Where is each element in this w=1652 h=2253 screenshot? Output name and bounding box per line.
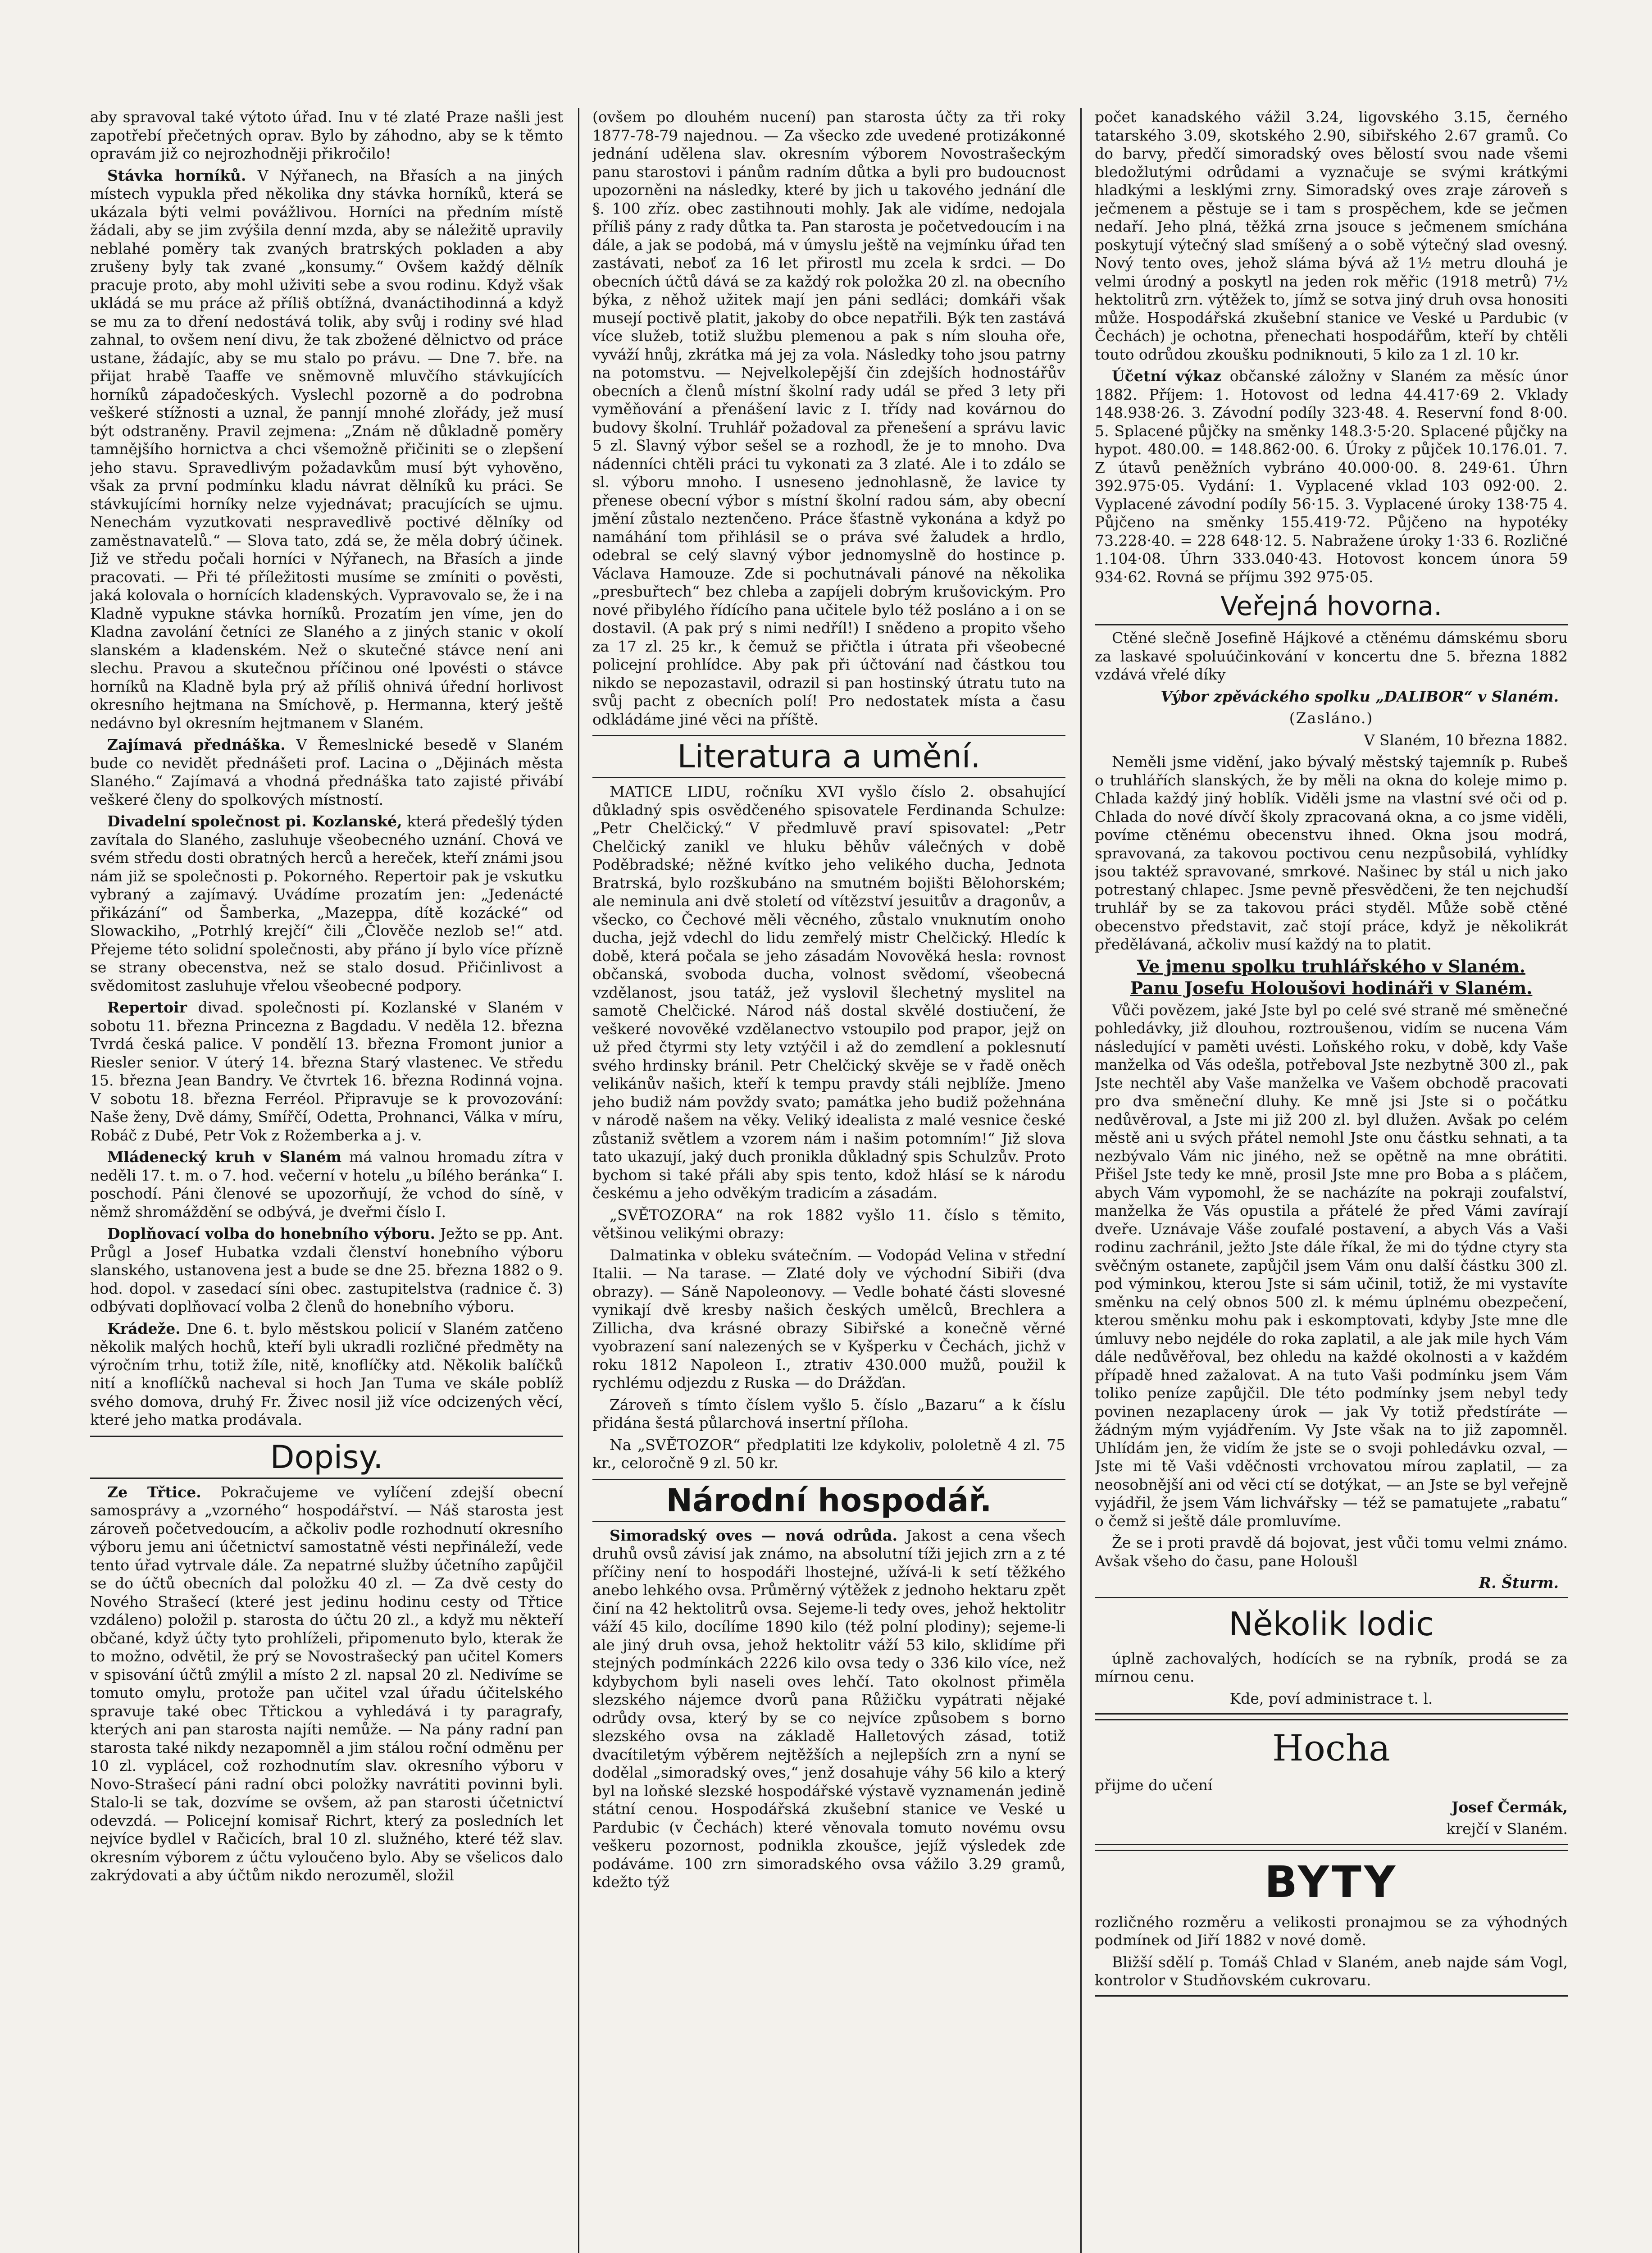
column-rule bbox=[578, 108, 579, 2253]
article-repertoir bbox=[90, 999, 563, 1145]
zaslano-label: (Zasláno.) bbox=[1289, 709, 1374, 727]
ad-title: Několik lodic bbox=[1229, 1605, 1434, 1643]
column-2 bbox=[592, 108, 1065, 2253]
article-body: občanské záložny v Slaném za měsíc únor 1882. Příjem: 1. Hotovost od ledna 44.417·69 2. Vklady 148.938·26. 3. Závodní podíly 323·48. 4. Reservní fond 8·00. 5. Splacené půjčky na směnky 148.3·5·20. Splacené půjčky na hypot. 480.00. = 148.862·00. 6. Úroky z půjček 10.176.01. 7. Z útavů peněžních vybráno 40.000·00. 8. 249·61. Úhrn 392.975·05. Vydání: 1. Vyplacené vklad 103 092·00. 2. Vyplacené závodní podíly 56·15. 3. Vyplacené úroky 138·75 4. Půjčeno na směnky 155.419·72. Půjčeno na hypotéky 73.228·40. = 228 648·12. 5. Nabražene úroky 1·33 6. Rozličné 1.104·08. Úhrn 333.040·43. Hotovost koncem února 59 934·62. Rovná se příjmu 392 975·05. bbox=[1095, 367, 1568, 586]
ad-text: Bližší sdělí p. Tomáš Chlad v Slaném, aneb najde sám Vogl, kontrolor v Studňovském cukrovaru. bbox=[1095, 1953, 1568, 1989]
article-mladenecky bbox=[90, 1148, 563, 1221]
section-title-narodni-hospodar: Národní hospodář. bbox=[592, 1479, 1065, 1522]
article-heading: Krádeže. bbox=[107, 1319, 181, 1337]
article-stavka bbox=[90, 167, 563, 733]
article-body: divad. společnosti pí. Kozlanské v Slaném v sobotu 11. března Princezna z Bagdadu. V neděla 12. března Tvrdá česká palice. V pondělí 13. března Fromont junior a Riesler senior. V úterý 14. března Starý vlastenec. Ve středu 15. března Jean Bandry. Ve čtvrtek 16. března Rodinná vojna. V sobotu 18. března Ferréol. Připravuje se k provozování: Naše ženy, Dvě dámy, Smířčí, Odetta, Prohnanci, Válka v míru, Robáč z Dubé, Petr Vok z Rožemberka a j. v. bbox=[90, 999, 563, 1144]
article-ucetni bbox=[1095, 367, 1568, 586]
ad-text: úplně zachovalých, hodících se na rybník, prodá se za mírnou cenu. bbox=[1095, 1649, 1568, 1685]
article-body: Pokračujeme ve vylíčení zdejší obecní samosprávy a „vzorného“ hospodářství. — Náš starosta jest zároveň početvedoucím, a ačkoliv podle rozhodnutí okresního výboru jemu ani účetnictví samostatně vésti nepřináleží, vede tento úřad vytrvale dále. Za nepatrné služby účetního zapůjčil se do účtů obecních dal položku 40 zl. — Za dvě cesty do Nového Strašecí (které jest jedinu hodinu cesty od Třtice vzdáleno) položil p. starosta do účtu 20 zl., a když mu někteří občané, když účty tyto prohlíželi, připomenuto bylo, kterak že to možno, odvětil, že prý se Novostrašecký pan učitel Komers v spisování účtů zmýlil a místo 2 zl. napsal 20 zl. Nedivíme se tomuto omylu, protože pan učitel vzal úřadu účitelského spravuje také obec Třtickou a vyhledává i ty paragrafy, kterých ani pan starosta najíti nemůže. — Na pány radní pan starosta také nikdy nezapomněl a jim stálou roční odměnu per 10 zl. vyplácel, což rozhodnutím slav. okresního výboru v Novo-Strašecí páni radní obci položky navrátiti povinni byli. Stalo-li se tak, dozvíme se ovšem, až pan starosti účetnictví odevzdá. — Policejní komisař Richrt, který za posledních let nejvíce bydlel v Račicích, bral 10 zl. služného, které též slav. okresním výborem z účtu vyloučeno bylo. Aby se všelicos dalo zakrýdovati a aby účtům nikdo nerozuměl, složil bbox=[90, 1483, 563, 1884]
article-text: Na „SVĚTOZOR“ předplatiti lze kdykoliv, pololetně 4 zl. 75 kr., celoročně 9 zl. 50 kr. bbox=[592, 1436, 1065, 1472]
article-body: která předešlý týden zavítala do Slaného, zasluhuje všeobecného uznání. Chová ve svém středu dosti obratných herců a hereček, kteří známi jsou nám již se společnosti p. Pokorného. Repertoir pak je vskutku vybraný a zajímavý. Uvádíme prozatím jen: „Jedenácté přikázání“ od Šamberka, „Mazeppa, dítě kozácké“ od Slowackiho, „Potrhlý krejčí“ čili „Člověče nezlob se!“ atd. Přejeme této solidní společnosti, aby přáno jí bylo více přízně se strany obecenstva, než se stalo dosud. Přičinlivost a svědomitost zasluhuje vřelou všeobecné podpory. bbox=[90, 812, 563, 994]
article-text: počet kanadského vážil 3.24, ligovského 3.15, černého tatarského 3.09, skotského 2.90, sibiřského 2.67 gramů. Co do barvy, předčí simoradský oves bělostí svou nade všemi bledožlutými odrůdami a vyznačuje se svými krátkými hladkými a lesklými zrny. Simoradský oves zraje zároveň s ječmenem a pěstuje se i tam s prospěchem, kde se ječmen nedaří. Jeho plná, těžká zrna jsouce s ječmenem smíchána poskytují výtečný slad smíšený a o sobě výtečný slad ovesný. Nový tento oves, jehož sláma bývá až 1½ metru dlouhá je velmi úrodný a poskytl na jeden rok měřic (1918 metrů) 7½ hektolitrů zrn. výtěžek to, jímž se sotva jiný druh ovsa honositi může. Hospodářská zkušební stanice ve Veské u Pardubic (v Čechách) je ochotna, přenechati hospodářům, kteří by chtěli touto odrůdou zkoušku podniknouti, 5 kilo za 1 zl. 10 kr. bbox=[1095, 108, 1568, 363]
article-text: aby spravoval také výtoto úřad. Inu v té zlaté Praze našli jest zapotřebí přečetných oprav. Bylo by záhodno, aby se k těmto opravám již co nejrozhodněji přikročilo! bbox=[90, 108, 563, 162]
article-kradeze bbox=[90, 1320, 563, 1429]
ad-text: Kde, poví administrace t. l. bbox=[1229, 1689, 1433, 1707]
article-heading: Divadelní společnost pi. Kozlanské, bbox=[107, 812, 402, 830]
ad-lodic bbox=[1095, 1597, 1568, 1715]
section-title-dopisy: Dopisy. bbox=[90, 1436, 563, 1479]
ad-signature: krejčí v Slaném. bbox=[1446, 1820, 1568, 1838]
article-text: Dalmatinka v obleku svátečním. — Vodopád Velina v střední Italii. — Na tarase. — Zlaté doly ve východní Sibiři (dva obrazy). — Sáně Napoleonovy. — Vedle bohaté části slovesné vynikají dvě kresby našich českých umělců, Brechlera a Zillicha, dva krásné obrazy Sibiřské a konečně věrné vyobrazení saní nalezených se v Kyšperku v Čechách, jichž v roku 1812 Napoleon I., ztrativ 430.000 mužů, použil k rychlému odjezdu z Ruska — do Drážďan. bbox=[592, 1246, 1065, 1391]
signature: R. Šturm. bbox=[1479, 1574, 1559, 1592]
ad-text: přijme do učení bbox=[1095, 1776, 1213, 1794]
article-heading: Repertoir bbox=[107, 999, 187, 1016]
article-body: V Řemeslnické besedě v Slaném bude co nevidět přednášeti prof. Lacina o „Dějinách města Slaného.“ Zajímavá a vhodná přednáška tato zajisté přivábí veškeré členy do spolkových místností. bbox=[90, 736, 563, 808]
article-text: (ovšem po dlouhém nucení) pan starosta účty za tři roky 1877-78-79 najednou. — Za všecko zde uvedené protizákonné jednání udělena slav. okresním výborem Novostrašeckým panu starostovi i pánům radním důtka a byli pro budoucnost upozorněni na následky, které by jich u takového jednání dle §. 100 zříz. obec zastihnouti mohly. Jak ale vidíme, nedojala příliš pány z rady důtka ta. Pan starosta je početvedoucím i na dále, a jak se podobá, má v úmyslu ještě na vejmínku úřad ten zastávati, neboť za 16 let přirostl mu zcela k srdci. — Do obecních účtů dává se za každý rok položka 20 zl. na obecního býka, z něhož užitek mají jen páni sedláci; domkáři však musejí poctivě platit, jakoby do obce nepatřili. Býk ten zastává více služeb, totiž službu plemenou a pak s ním slouha oře, vyváží hnůj, zkrátka má jej za vola. Následky toho jsou patrny na potomstvu. — Nejvelkolepější čin zdejších hodnostářův obecních a členů místní školní rady udál se před 3 lety při vyměňování a přenášení lavic z I. třídy nad kovárnou do budovy školní. Truhlář požadoval za přenešení a správu lavic 5 zl. Slavný výbor sešel se a rozhodl, že je to mnoho. Dva nádenníci chtěli práci tu vykonati za 3 zlaté. Ale i to zdálo se sl. výboru mnoho. I usneseno jednohlasně, že lavice ty přenese obecní výbor s místní školní radou sám, aby obecní jmění zůstalo neztenčeno. Práce šťastně vykonána a když po namáhání tom přihlásil se o práva své žaludek a hrdlo, odebral se celý slavný výbor jednomyslně do hostince p. Václava Hamouze. Zde si pochutnávali pánové na několika „presbuřtech“ bez chleba a zapíjeli dobrým krušovickým. Pro nové přibylého řídícího pana učitele bylo též posláno a i on se dostavil. (A pak prý s nimi nedříl!) I snědeno a propito všeho za 17 zl. 25 kr., k čemuž se přičtla i útrata při všeobecné policejní prohlídce. Aby pak při účtování nad částkou tou nikdo se nepozastavil, odrazil si pan hostinský útratu tuto na svůj pacht z obecních polí! Pro nedostatek místa a času odkládáme jiné věci na příště. bbox=[592, 108, 1065, 728]
ad-title: Hocha bbox=[1272, 1727, 1390, 1769]
article-heading: Doplňovací volba do honebního výboru. bbox=[107, 1225, 436, 1242]
article-heading: Ze Třtice. bbox=[107, 1483, 201, 1501]
article-heading: Simoradský oves — nová odrůda. bbox=[610, 1526, 898, 1544]
signature-truhlari: Ve jmenu spolku truhlářského v Slaném. bbox=[1137, 956, 1525, 976]
column-3 bbox=[1095, 108, 1568, 2253]
article-body: V Nýřanech, na Břasích a na jiných místech vypukla před několika dny stávka horníků, která se ukázala býti velmi povážlivou. Horníci na předním místě žádali, aby se jim zvýšila denní mzda, aby se náležitě upravily neblahé poměry tak zvaných bratrských pokladen a aby zrušeny byly tak zvané „konsumy.“ Ovšem každý dělník pracuje proto, aby mohl uživiti sebe a svou rodinu. Když však ukládá se mu práce až příliš obtížná, dvanáctihodinná a když se mu za to dření nedostává tolik, aby svůj i rodiny své hlad zahnal, to ovšem není divu, že tak zbožené dělnictvo od práce ustane, žádajíc, aby se mu stalo po právu. — Dne 7. bře. na přijat hrabě Taaffe ve sněmovně mluvčího stávkujících horníků západočeských. Vyslechl pozorně a do podrobna veškeré stížnosti a uznal, že pannjí mnohé zlořády, jež musí být odstraněny. Pravil zejmena: „Znám ně důkladně poměry tamnějšího hornictva a chci všemožně přičiniti se o zlepšení jeho stavu. Spravedlivým požadavkům musí být vyhověno, však za první podmínku kladu návrat dělníků ku práci. Se stávkujícími horníky nelze vyjednávat; pracujících se ujmu. Nenechám vyzutkovati nespravedlivě poctivé dělníky od zaměstnavatelů.“ — Slova tato, zdá se, že měla dobrý účinek. Již ve středu počali horníci v Nýřanech, na Břasích a jinde pracovati. — Při té příležitosti musíme se zmíniti o pověsti, jaká kolovala o hornících kladenských. Vypravovalo se, že i na Kladně vypukne stávka horníků. Prozatím jen víme, jen do Kladna zavolání četníci ze Slaného a z jiných stanic v okolí slanském a kladenském. Než o skutečné stávce není ani slechu. Pravou a skutečnou příčinou oné lpovésti o stávce horníků na Kladně byla prý až příliš ohnivá úřední horlivost okresního hejtmana na Smíchově, p. Hermanna, který ještě nedávno byl okresním hejtmanem v Slaném. bbox=[90, 166, 563, 732]
article-body: Jakost a cena všech druhů ovsů závisí jak známo, na absolutní tíži jejich zrn a z té příčiny není to hospodáři lhostejné, užívá-li k setí těžkého anebo lehkého ovsa. Průměrný výtěžek z jednoho hektaru zpět činí na 42 hektolitrů ovsa. Sejeme-li tedy oves, jehož hektolitr váží 45 kilo, docílíme 1890 kilo (též polní plodiny); sejeme-li ale jiný druh ovsa, jehož hektolitr váží 53 kilo, sklidíme při stejných podmínkách 2226 kilo ovsa tedy o 336 kilo více, než kdybychom byli naseli oves lehčí. Tato okolnost přiměla slezského nájemce dvorů pana Růžičku vypátrati nějaké odrůdy ovsa, který by se co nejvíce způsobem s borno slezského ovsa na základě Halletových zásad, totiž dvacítiletým výběrem nejtěžších a nejlepších zrn a nyní se dodělal „simoradský oves,“ jenž dosahuje váhy 56 kilo a který byl na loňské slezské hospodářské výstavě vyznamenán jedině státní cenou. Hospodářská zkušební stanice ve Veské u Pardubic (v Čechách) které věnovala tomuto novému ovsu veškeru pozornost, podnikla zkoušce, jejíž výsledek zde podáváme. 100 zrn simoradského ovsa vážilo 3.29 gramů, kdežto týž bbox=[592, 1526, 1065, 1891]
article-body: Ježto se pp. Ant. Průgl a Josef Hubatka vzdali členství honebního výboru slanského, ustanovena jest a bude se dne 25. března 1882 o 9. hod. dopol. v zasedací síni obec. zastupitelstva (radnice č. 3) odbývati doplňovací volba 2 členů do honebního výboru. bbox=[90, 1225, 563, 1315]
article-heading: Stávka horníků. bbox=[107, 166, 246, 184]
article-text: Zároveň s tímto číslem vyšlo 5. číslo „Bazaru“ a k číslu přidána šestá půlarchová insertní příloha. bbox=[592, 1396, 1065, 1432]
article-text: Ctěné slečně Josefině Hájkové a ctěnému dámskému sboru za laskavé spoluúčinkování v koncertu dne 5. března 1882 vzdává vřelé díky bbox=[1095, 629, 1568, 683]
article-text: Vůči povězem, jaké Jste byl po celé své straně mé směnečné pohledávky, již dlouhou, roztroušenou, vidím se nucena Vám následující v paměti uvésti. Loňského roku, v době, kdy Vaše manželka od Vás odešla, potřeboval Jste nezbytně 300 zl., pak Jste nechtěl aby Vaše manželka ve Vašem obchodě pracovati pro dva směneční dluhy. Ke mně jsi Jste si o počátku nedůvěroval, a Jste mi již 200 zl. byl dlužen. Avšak po celém městě ani u svých přátel nemohl Jste onu částku sehnati, a ta nezbývalo Vám nic jiného, než se opětně na mne obrátiti. Přišel Jste tedy ke mně, prosil Jste mne pro Boba a s pláčem, abych Vám vypomohl, že se nacházíte na pokraji zoufalství, manželka že Vás opustila a přátelé že před Vámi zavírají dveře. Uznávaje Váše zoufalé postavení, a abych Vás a Vaši rodinu zachránil, ježto Jste dále říkal, že mi do týdne ctyry sta svěčným ostanete, zapůjčil jsem Vám onu další částku 300 zl. pod výminkou, kterou Jste si sám učinil, totiž, že mi vystavíte směnku na celý obnos 500 zl. k mému úplnému obezpečení, kterou směnku mohu pak i eskomptovati, kdyby Jste mne dle úmluvy nebo nejdéle do roka zaplatil, a ale jak mile hych Vám dále nedůvěřoval, bez ohledu na každé okolnosti a v každém případě hned zažalovat. A na tuto Vaši podmínku jsem Vám toliko peníze zapůjčil. Dle této podmínky jsem nebyl tedy povinen nezaplaceny úrok — jak Vy totiž předstíráte — žádným mým vyjádřením. Vy Jste však na to již zapomněl. Uhlídám jen, že vidím že jste se o svoji pohledávku ozval, — Jste mi tě Vaši vděčnosti vrchovatou mírou zaplatil, — za neosobnější ani od věci ctí se dotýkat, — an Jste se byl veřejně vyjádřil, že jsem Vám lichvářsky — též se pamatujete „rabatu“ o čemž si ještě dále promluvíme. bbox=[1095, 1001, 1568, 1530]
article-doplnovaci bbox=[90, 1225, 563, 1316]
article-trtice bbox=[90, 1483, 563, 1885]
ad-hocha bbox=[1095, 1719, 1568, 1845]
article-zajimava bbox=[90, 736, 563, 809]
ad-signature: Josef Čermák, bbox=[1451, 1798, 1568, 1816]
newspaper-page bbox=[90, 81, 1577, 2253]
article-body: Dne 6. t. bylo městskou policií v Slaném zatčeno několik malých hochů, kteří byli ukradli rozličné předměty na výročním trhu, totiž žíle, nitě, knoflíčky atd. Několik balíčků nití a knoflíčků nacheval si hoch Jan Tuma ve skále poblíž svého domova, druhý Fr. Živec nosil již více odcizených věcí, které jeho matka prodávala. bbox=[90, 1319, 563, 1428]
article-body: má valnou hromadu zítra v neděli 17. t. m. o 7. hod. večerní v hotelu „u bílého beránka“ I. poschodí. Páni členové se upozorňují, že vchod do síně, v němž shromáždění se odbývá, je dveřmi číslo I. bbox=[90, 1148, 563, 1221]
article-text: MATICE LIDU, ročníku XVI vyšlo číslo 2. obsahující důkladný spis osvědčeného spisovatele Ferdinanda Schulze: „Petr Chelčický.“ V předmluvě praví spisovatel: „Petr Chelčický zanikl ve hluku běhův válečných v době Poděbradské; něžné kvítko jeho velikého ducha, Jednota Bratrská, bylo rozškubáno na smutném bojišti Bělohorském; ale neminula ani dvě století od vítězství jesuitův a dragonův, a všecko, co Čechové měli věcného, zůstalo vnuknutím onoho ducha, jejž vdechl do lidu zemřelý mistr Chelčický. Hledíc k době, která počala se jeho zásadám Novověká hesla: rovnost občanská, svoboda ducha, volnost svědomí, všeobecná vzdělanost, jsou tatáž, jež vyslovil šlechetný myslitel na samotě Chelčické. Národ náš dostal skvělé dostiučení, že veškeré novověké vzdělanectvo vstoupilo pod prapor, jejž on už před čtyrmi sty lety vztýčil i až do zemdlení a poklesnutí svého hrdinsky bránil. Petr Chelčický skvěje se v řadě oněch velikánův našich, kteří k tempu pravdy stáli nejblíže. Jmeno jeho budiž nám povždy svato; památka jeho budiž požehnána v národě našem na věky. Veliký idealista z malé vesnice české zůstaniž světlem a vzorem nám i našim potomním!“ Již slova tato ukazují, jaký duch pronikla důkladný spis Schulzův. Proto bychom si také přáli aby spis tento, kdož hlásí se k národu českému a jeho odvěkým tradicím a zásadám. bbox=[592, 783, 1065, 1202]
article-heading: Účetní výkaz bbox=[1112, 367, 1221, 385]
ad-byty bbox=[1095, 1850, 1568, 1997]
ad-title: BYTY bbox=[1264, 1856, 1398, 1907]
heading-holoubek: Panu Josefu Holoušovi hodináři v Slaném. bbox=[1130, 978, 1533, 998]
dateline: V Slaném, 10 března 1882. bbox=[1364, 731, 1568, 749]
article-text: Že se i proti pravdě dá bojovat, jest vůči tomu velmi známo. Avšak všeho do času, pane Holoušl bbox=[1095, 1534, 1568, 1570]
section-title-hovorna: Veřejná hovorna. bbox=[1095, 591, 1568, 625]
ad-text: rozličného rozměru a velikosti pronajmou se za výhodných podmínek od Jiří 1882 v nové domě. bbox=[1095, 1913, 1568, 1949]
article-heading: Zajímavá přednáška. bbox=[107, 736, 286, 753]
section-title-literatura: Literatura a umění. bbox=[592, 735, 1065, 778]
column-rule bbox=[1080, 108, 1082, 2253]
article-text: Neměli jsme vidění, jako bývalý městský tajemník p. Rubeš o truhlářích slanských, že by měli na okna do koleje mimo p. Chlada každý jiný hoblík. Viděli jsme na vlastní své oči od p. Chlada do nové dívčí školy zpracovaná okna, a co jsme viděli, povíme ctěnému obecenstvu ihned. Okna jsou modrá, spravovaná, za takovou poctivou cenu nezpůsobilá, vyhlídky jsou taktéž spravované, smrkové. Našinec by stál u nich jako potrestaný chlapec. Jsme pevně přesvědčeni, že ten nejchudší truhlář by se za takovou práci styděl. Může sobě ctěné obecenstvo představit, zač stojí práce, když je několikrát předělávaná, ačkoliv musí každý na to platit. bbox=[1095, 753, 1568, 953]
signature: Výbor zpěváckého spolku „DALIBOR“ v Slaném. bbox=[1160, 687, 1559, 705]
article-oves bbox=[592, 1527, 1065, 1892]
article-divadelni bbox=[90, 812, 563, 995]
article-heading: Mládenecký kruh v Slaném bbox=[107, 1148, 342, 1166]
column-1 bbox=[90, 108, 563, 2253]
article-text: „SVĚTOZORA“ na rok 1882 vyšlo 11. číslo s těmito, většinou velikými obrazy: bbox=[592, 1206, 1065, 1242]
